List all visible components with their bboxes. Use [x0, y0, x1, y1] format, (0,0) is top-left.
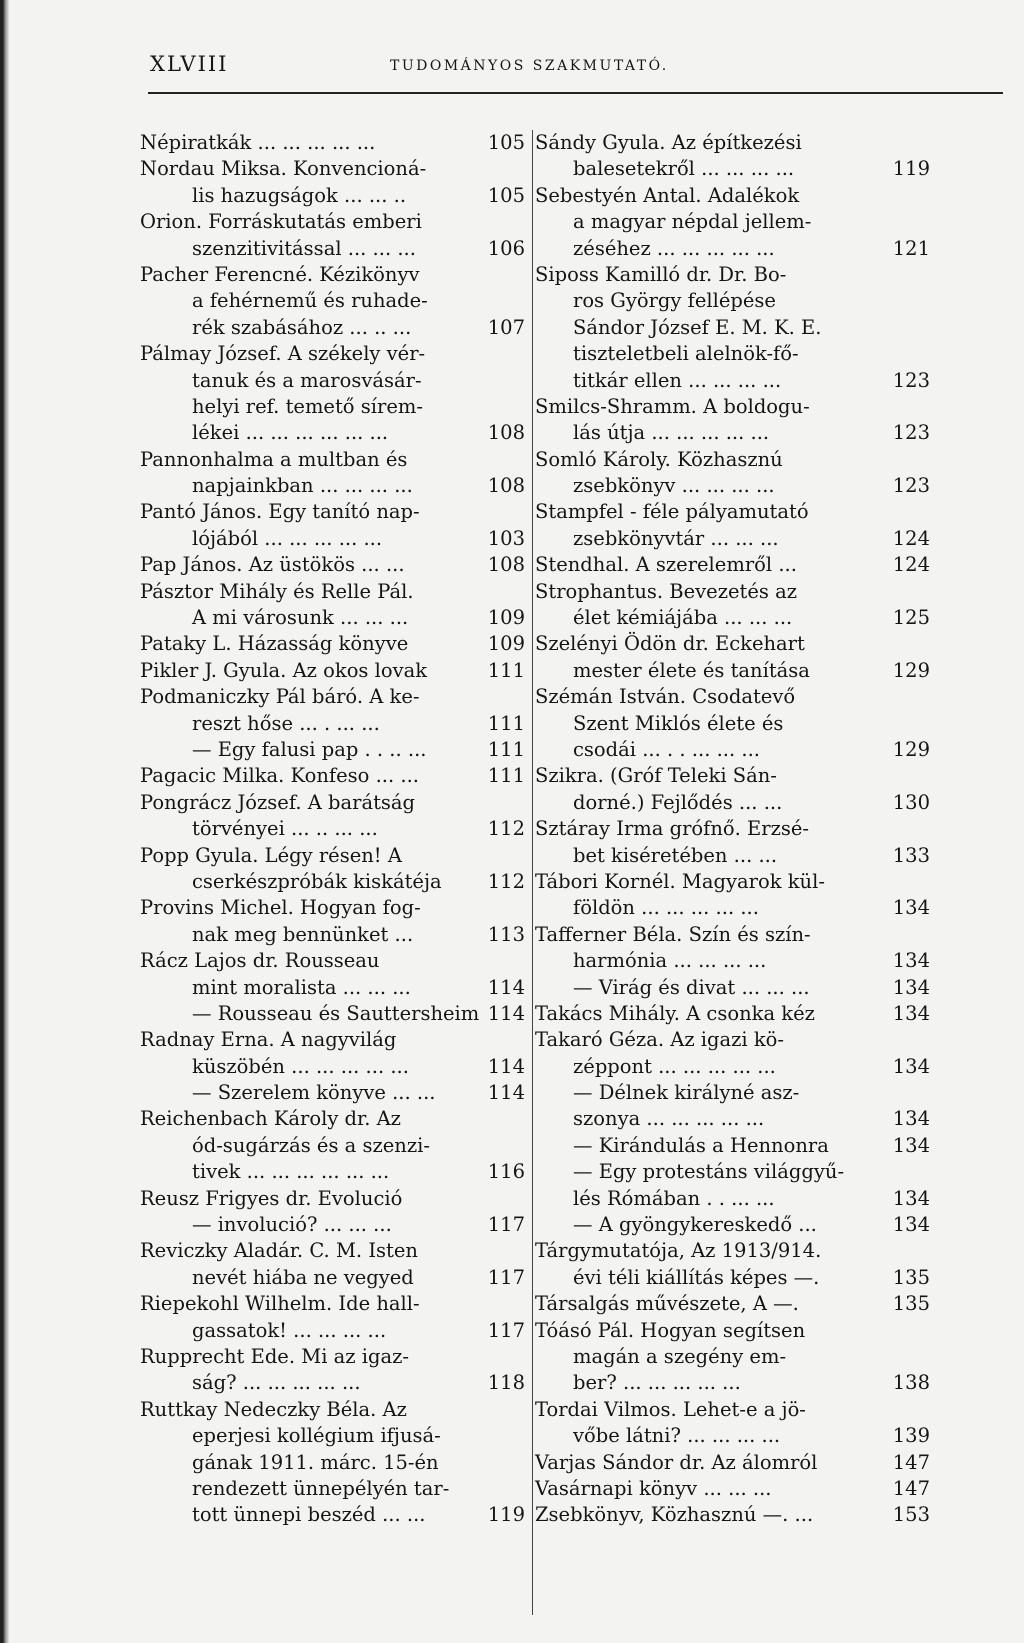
index-entry-page: 116: [487, 1160, 525, 1184]
header-rule: [148, 92, 1003, 94]
index-entry-line: [140, 262, 525, 288]
index-entry-page: 114: [487, 1081, 525, 1105]
index-entry-line: [535, 183, 930, 209]
index-entry-text: ber? ... ... ... ... ...: [573, 1371, 741, 1395]
index-entry-line: [535, 262, 930, 288]
page-header: [150, 52, 1000, 88]
index-entry-line: [140, 552, 525, 578]
index-entry-text: Siposs Kamilló dr. Dr. Bo-: [535, 262, 787, 286]
index-entry-text: csodái ... . . ... ... ...: [573, 737, 760, 761]
index-entry-text: Pantó János. Egy tanító nap-: [140, 500, 420, 524]
index-entry-text: helyi ref. temető sírem-: [192, 394, 423, 418]
index-entry-text: rék szabásához ... .. ...: [192, 315, 412, 339]
index-entry-line: [140, 948, 525, 974]
index-entry-page: 112: [487, 817, 525, 841]
index-entry-line: [140, 236, 525, 262]
index-entry-line: [535, 1423, 930, 1449]
index-entry-line: [140, 816, 525, 842]
index-entry-text: Zsebkönyv, Közhasznú —. ...: [535, 1503, 814, 1527]
index-entry-line: [535, 763, 930, 789]
index-entry-page: 125: [892, 606, 930, 630]
index-entry-text: Rácz Lajos dr. Rousseau: [140, 949, 380, 973]
index-entry-line: [535, 1476, 930, 1502]
index-entry-page: 107: [487, 315, 525, 339]
index-entry-page: 114: [487, 1001, 525, 1025]
index-entry-line: [535, 1318, 930, 1344]
index-entry-text: gassatok! ... ... ... ...: [192, 1318, 387, 1342]
index-entry-page: 109: [487, 606, 525, 630]
index-entry-text: rendezett ünnepélyén tar-: [192, 1476, 450, 1500]
index-entry-text: évi téli kiállítás képes —.: [573, 1265, 820, 1289]
index-entry-line: [140, 605, 525, 631]
index-entry-line: [140, 1212, 525, 1238]
index-entry-text: — A gyöngykereskedő ...: [573, 1213, 817, 1237]
index-entry-line: [535, 209, 930, 235]
index-entry-text: Pannonhalma a multban és: [140, 447, 408, 471]
index-entry-line: [535, 684, 930, 710]
index-entry-text: A mi városunk ... ... ...: [192, 606, 409, 630]
index-entry-line: [140, 1318, 525, 1344]
index-entry-text: vőbe látni? ... ... ... ...: [573, 1424, 781, 1448]
index-entry-line: [535, 1238, 930, 1264]
index-entry-line: [535, 1450, 930, 1476]
index-entry-line: [535, 975, 930, 1001]
index-entry-text: Pikler J. Gyula. Az okos lovak: [140, 658, 428, 682]
index-entry-text: Sándor József E. M. K. E.: [573, 315, 822, 339]
index-entry-line: [140, 1397, 525, 1423]
index-entry-line: [140, 737, 525, 763]
index-entry-line: [535, 816, 930, 842]
index-entry-text: tott ünnepi beszéd ... ...: [192, 1503, 426, 1527]
index-entry-line: [535, 368, 930, 394]
index-entry-text: Rupprecht Ede. Mi az igaz-: [140, 1344, 409, 1368]
index-entry-page: 108: [487, 421, 525, 445]
index-entry-text: lis hazugságok ... ... ..: [192, 183, 407, 207]
index-entry-text: Popp Gyula. Légy résen! A: [140, 843, 402, 867]
index-entry-page: 129: [892, 737, 930, 761]
index-entry-line: [140, 341, 525, 367]
index-entry-page: 114: [487, 1054, 525, 1078]
index-entry-line: [140, 843, 525, 869]
index-entry-text: cserkészpróbák kiskátéja: [192, 869, 442, 893]
index-entry-page: 106: [487, 236, 525, 260]
index-entry-page: 119: [487, 1503, 525, 1527]
index-entry-text: a fehérnemű és ruhade-: [192, 289, 428, 313]
index-entry-line: [140, 1027, 525, 1053]
index-entry-line: [140, 156, 525, 182]
index-entry-text: Vasárnapi könyv ... ... ...: [535, 1476, 772, 1500]
index-entry-page: 134: [892, 1054, 930, 1078]
index-entry-text: lójából ... ... ... ... ...: [192, 526, 383, 550]
index-entry-text: Tafferner Béla. Szín és szín-: [535, 922, 811, 946]
index-entry-line: [535, 341, 930, 367]
index-entry-line: [535, 1265, 930, 1291]
index-entry-line: [140, 1080, 525, 1106]
index-entry-text: Tóásó Pál. Hogyan segítsen: [535, 1318, 806, 1342]
index-entry-line: [140, 473, 525, 499]
index-entry-line: [535, 631, 930, 657]
index-entry-text: Nordau Miksa. Konvencioná-: [140, 157, 427, 181]
index-entry-text: Orion. Forráskutatás emberi: [140, 210, 422, 234]
index-entry-line: [535, 737, 930, 763]
index-entry-page: 134: [892, 1001, 930, 1025]
index-entry-line: [535, 1001, 930, 1027]
index-entry-text: — Rousseau és Sauttersheim: [192, 1001, 480, 1025]
index-entry-text: Reusz Frigyes dr. Evolució: [140, 1186, 403, 1210]
index-entry-text: Pongrácz József. A barátság: [140, 790, 416, 814]
index-entry-text: Pap János. Az üstökös ... ...: [140, 553, 405, 577]
index-entry-page: 134: [892, 975, 930, 999]
index-entry-page: 117: [487, 1265, 525, 1289]
index-entry-line: [140, 1238, 525, 1264]
index-entry-text: Szelényi Ödön dr. Eckehart: [535, 632, 805, 656]
page-number: XLVIII: [150, 52, 229, 76]
index-entry-text: törvényei ... .. ... ...: [192, 817, 378, 841]
index-entry-line: [140, 1133, 525, 1159]
index-entry-page: 134: [892, 1107, 930, 1131]
index-entry-page: 139: [892, 1424, 930, 1448]
index-entry-page: 153: [892, 1503, 930, 1527]
index-entry-line: [140, 368, 525, 394]
index-entry-text: Somló Károly. Közhasznú: [535, 447, 783, 471]
index-entry-line: [535, 1212, 930, 1238]
index-entry-line: [535, 1291, 930, 1317]
index-entry-text: Radnay Erna. A nagyvilág: [140, 1028, 397, 1052]
index-entry-text: Sebestyén Antal. Adalékok: [535, 183, 800, 207]
index-entry-text: Riepekohl Wilhelm. Ide hall-: [140, 1292, 420, 1316]
index-entry-text: Varjas Sándor dr. Az álomról: [535, 1450, 818, 1474]
index-entry-page: 118: [487, 1371, 525, 1395]
index-entry-text: — Kirándulás a Hennonra: [573, 1133, 829, 1157]
index-entry-text: Pacher Ferencné. Kézikönyv: [140, 262, 420, 286]
index-entry-page: 134: [892, 1133, 930, 1157]
index-entry-text: földön ... ... ... ... ...: [573, 896, 759, 920]
index-entry-line: [535, 711, 930, 737]
index-entry-text: szonya ... ... ... ... ...: [573, 1107, 765, 1131]
index-entry-page: 134: [892, 1213, 930, 1237]
index-entry-page: 103: [487, 526, 525, 550]
index-entry-text: Strophantus. Bevezetés az: [535, 579, 798, 603]
index-entry-page: 105: [487, 183, 525, 207]
index-entry-line: [535, 1133, 930, 1159]
index-entry-line: [140, 922, 525, 948]
index-entry-page: 121: [892, 236, 930, 260]
index-entry-text: eperjesi kollégium ifjusá-: [192, 1424, 441, 1448]
index-entry-text: titkár ellen ... ... ... ...: [573, 368, 782, 392]
index-entry-page: 123: [892, 421, 930, 445]
index-entry-page: 105: [487, 131, 525, 154]
index-entry-text: Ruttkay Nedeczky Béla. Az: [140, 1397, 407, 1421]
index-entry-text: Tordai Vilmos. Lehet-e a jö-: [535, 1397, 806, 1421]
index-entry-line: [140, 1423, 525, 1449]
index-column-right: [535, 130, 930, 1529]
index-entry-line: [535, 605, 930, 631]
index-entry-page: 119: [892, 157, 930, 181]
index-entry-text: Pásztor Mihály és Relle Pál.: [140, 579, 414, 603]
index-entry-text: Népiratkák ... ... ... ... ...: [140, 131, 376, 154]
index-entry-line: [140, 130, 525, 156]
index-entry-page: 147: [892, 1450, 930, 1474]
index-entry-page: 134: [892, 1186, 930, 1210]
index-entry-text: Társalgás művészete, A —.: [535, 1292, 799, 1316]
index-entry-text: — Virág és divat ... ... ...: [573, 975, 810, 999]
index-entry-page: 124: [892, 553, 930, 577]
index-entry-page: 112: [487, 869, 525, 893]
index-entry-page: 117: [487, 1213, 525, 1237]
index-entry-text: Takaró Géza. Az igazi kö-: [535, 1028, 784, 1052]
index-entry-line: [140, 631, 525, 657]
index-entry-text: Szent Miklós élete és: [573, 711, 784, 735]
index-entry-text: — Délnek királyné asz-: [573, 1081, 800, 1105]
index-entry-page: 123: [892, 368, 930, 392]
index-entry-line: [535, 1186, 930, 1212]
index-entry-page: 130: [892, 790, 930, 814]
index-entry-page: 124: [892, 526, 930, 550]
index-entry-page: 111: [487, 711, 525, 735]
index-entry-line: [535, 895, 930, 921]
page-binding-edge: [0, 0, 9, 1643]
index-entry-line: [140, 1450, 525, 1476]
index-entry-line: [535, 394, 930, 420]
index-entry-line: [535, 922, 930, 948]
index-entry-text: Smilcs-Shramm. A boldogu-: [535, 394, 810, 418]
index-entry-text: mint moralista ... ... ...: [192, 975, 411, 999]
index-entry-line: [140, 209, 525, 235]
index-entry-text: tanuk és a marosvásár-: [192, 368, 422, 392]
index-entry-line: [140, 790, 525, 816]
index-entry-text: Pagacic Milka. Konfeso ... ...: [140, 764, 419, 788]
index-entry-text: tivek ... ... ... ... ... ...: [192, 1160, 390, 1184]
index-entry-text: nevét hiába ne vegyed: [192, 1265, 414, 1289]
index-entry-text: gának 1911. márc. 15-én: [192, 1450, 439, 1474]
index-entry-line: [535, 1344, 930, 1370]
index-entry-text: — Egy falusi pap . . .. ...: [192, 737, 427, 761]
index-entry-text: lés Rómában . . ... ...: [573, 1186, 775, 1210]
index-entry-page: 109: [487, 632, 525, 656]
index-entry-text: Tábori Kornél. Magyarok kül-: [535, 869, 825, 893]
index-entry-text: nak meg bennünket ...: [192, 922, 414, 946]
index-entry-page: 117: [487, 1318, 525, 1342]
index-entry-page: 113: [487, 922, 525, 946]
index-entry-text: bet kiséretében ... ...: [573, 843, 778, 867]
index-entry-text: napjainkban ... ... ... ...: [192, 474, 413, 498]
index-entry-line: [140, 1001, 525, 1027]
index-entry-text: Szikra. (Gróf Teleki Sán-: [535, 764, 777, 788]
index-entry-page: 129: [892, 658, 930, 682]
running-title: TUDOMÁNYOS SZAKMUTATÓ.: [390, 58, 669, 74]
index-entry-text: ros György fellépése: [573, 289, 776, 313]
index-entry-line: [140, 526, 525, 552]
index-entry-text: dorné.) Fejlődés ... ...: [573, 790, 783, 814]
index-entry-line: [140, 1186, 525, 1212]
index-entry-line: [140, 869, 525, 895]
index-entry-text: Pálmay József. A székely vér-: [140, 342, 426, 366]
index-entry-line: [140, 1054, 525, 1080]
index-entry-line: [535, 869, 930, 895]
index-column-left: [140, 130, 525, 1529]
index-entry-line: [140, 420, 525, 446]
index-entry-line: [140, 1265, 525, 1291]
index-entry-text: zsebkönyv ... ... ... ...: [573, 474, 775, 498]
index-entry-line: [535, 156, 930, 182]
index-entry-line: [535, 843, 930, 869]
index-entry-text: Sztáray Irma grófnő. Erzsé-: [535, 817, 810, 841]
index-entry-line: [140, 1344, 525, 1370]
index-entry-line: [140, 975, 525, 1001]
index-entry-page: 134: [892, 949, 930, 973]
index-entry-line: [535, 315, 930, 341]
index-entry-line: [140, 579, 525, 605]
index-entry-line: [535, 130, 930, 156]
index-entry-line: [140, 1476, 525, 1502]
index-entry-line: [535, 1106, 930, 1132]
index-entry-text: — involució? ... ... ...: [192, 1213, 392, 1237]
index-entry-page: 108: [487, 553, 525, 577]
index-entry-line: [535, 552, 930, 578]
index-entry-text: — Szerelem könyve ... ...: [192, 1081, 436, 1105]
index-entry-line: [535, 420, 930, 446]
index-entry-page: 133: [892, 843, 930, 867]
index-entry-line: [140, 763, 525, 789]
index-entry-line: [535, 1370, 930, 1396]
index-entry-text: lás útja ... ... ... ... ...: [573, 421, 770, 445]
index-entry-line: [140, 711, 525, 737]
index-entry-text: lékei ... ... ... ... ... ...: [192, 421, 389, 445]
index-entry-text: harmónia ... ... ... ...: [573, 949, 767, 973]
index-entry-line: [140, 499, 525, 525]
index-entry-page: 111: [487, 737, 525, 761]
index-entry-line: [140, 1502, 525, 1528]
index-entry-line: [140, 658, 525, 684]
index-entry-text: Takács Mihály. A csonka kéz: [535, 1001, 815, 1025]
column-divider: [532, 130, 533, 1615]
index-entry-page: 108: [487, 474, 525, 498]
index-entry-page: 111: [487, 658, 525, 682]
index-entry-line: [140, 1370, 525, 1396]
index-entry-line: [535, 499, 930, 525]
index-entry-line: [535, 790, 930, 816]
index-entry-line: [535, 236, 930, 262]
index-entry-text: zéséhez ... ... ... ... ...: [573, 236, 775, 260]
index-entry-line: [140, 447, 525, 473]
index-entry-line: [140, 288, 525, 314]
index-entry-text: Podmaniczky Pál báró. A ke-: [140, 685, 420, 709]
index-entry-line: [140, 315, 525, 341]
index-entry-text: Tárgymutatója, Az 1913/914.: [535, 1239, 822, 1263]
index-entry-text: magán a szegény em-: [573, 1344, 787, 1368]
index-entry-text: ód-sugárzás és a szenzi-: [192, 1133, 430, 1157]
index-entry-text: a magyar népdal jellem-: [573, 210, 812, 234]
index-entry-page: 114: [487, 975, 525, 999]
index-entry-line: [535, 1502, 930, 1528]
index-entry-text: Provins Michel. Hogyan fog-: [140, 896, 421, 920]
index-entry-line: [535, 1027, 930, 1053]
index-entry-line: [535, 526, 930, 552]
index-entry-line: [140, 394, 525, 420]
index-entry-page: 135: [892, 1265, 930, 1289]
index-entry-line: [535, 948, 930, 974]
index-entry-text: Stampfel - féle pályamutató: [535, 500, 809, 524]
index-entry-line: [535, 1397, 930, 1423]
index-entry-line: [140, 1291, 525, 1317]
index-entry-line: [535, 1054, 930, 1080]
index-entry-text: élet kémiájába ... ... ...: [573, 606, 793, 630]
index-entry-line: [140, 684, 525, 710]
index-entry-page: 135: [892, 1292, 930, 1316]
index-entry-text: Stendhal. A szerelemről ...: [535, 553, 797, 577]
index-entry-line: [535, 473, 930, 499]
index-entry-text: mester élete és tanítása: [573, 658, 810, 682]
index-entry-line: [535, 288, 930, 314]
index-entry-page: 123: [892, 474, 930, 498]
index-entry-text: Reichenbach Károly dr. Az: [140, 1107, 401, 1131]
index-entry-line: [140, 895, 525, 921]
index-entry-line: [535, 658, 930, 684]
index-entry-text: tiszteletbeli alelnök-fő-: [573, 342, 799, 366]
index-entry-text: balesetekről ... ... ... ...: [573, 157, 795, 181]
index-entry-text: zsebkönyvtár ... ... ...: [573, 526, 779, 550]
index-entry-page: 111: [487, 764, 525, 788]
index-entry-text: Reviczky Aladár. C. M. Isten: [140, 1239, 418, 1263]
index-entry-text: Szémán István. Csodatevő: [535, 685, 796, 709]
index-entry-page: 138: [892, 1371, 930, 1395]
index-entry-text: ság? ... ... ... ... ...: [192, 1371, 361, 1395]
index-entry-line: [140, 183, 525, 209]
index-entry-line: [535, 1080, 930, 1106]
index-entry-text: — Egy protestáns világgyű-: [573, 1160, 845, 1184]
index-entry-page: 134: [892, 896, 930, 920]
index-entry-text: szenzitivitással ... ... ...: [192, 236, 416, 260]
index-entry-text: Pataky L. Házasság könyve: [140, 632, 409, 656]
index-entry-page: 147: [892, 1476, 930, 1500]
index-entry-text: zéppont ... ... ... ... ...: [573, 1054, 776, 1078]
index-entry-text: küszöbén ... ... ... ... ...: [192, 1054, 409, 1078]
index-entry-line: [535, 1159, 930, 1185]
index-entry-text: Sándy Gyula. Az építkezési: [535, 131, 802, 154]
index-entry-line: [535, 447, 930, 473]
index-entry-line: [535, 579, 930, 605]
index-entry-line: [140, 1159, 525, 1185]
index-entry-line: [140, 1106, 525, 1132]
index-entry-text: reszt hőse ... . ... ...: [192, 711, 380, 735]
